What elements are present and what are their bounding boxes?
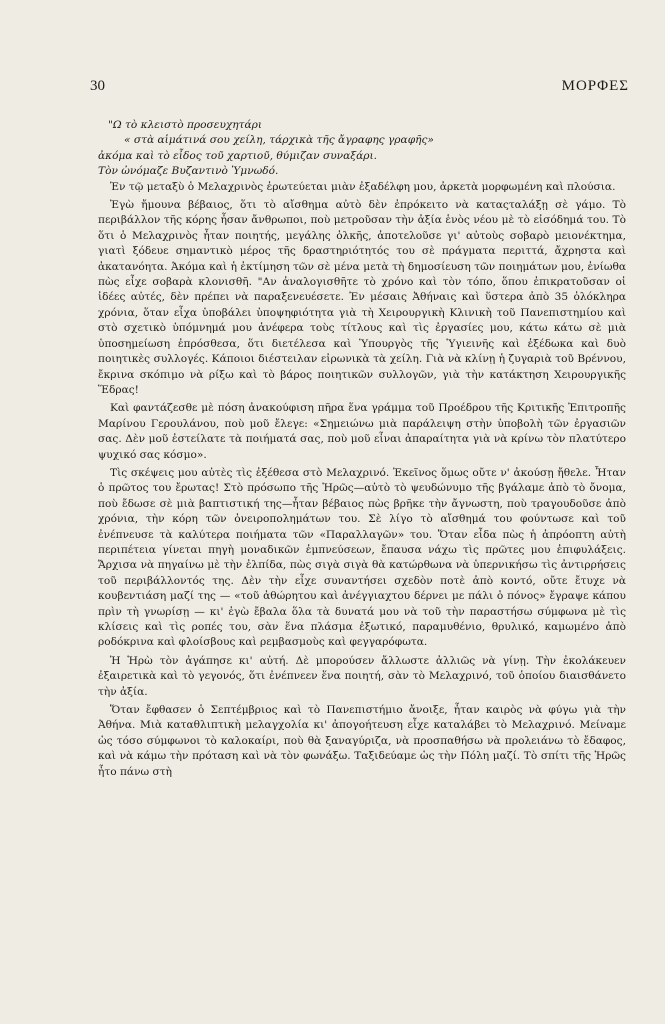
paragraph: Καὶ φαντάζεσθε μὲ πόση ἀνακούφιση πῆρα ἕνα γράμμα τοῦ Προέδρου τῆς Κριτικῆς Ἐπιτροπῆς Μαρίνου Γερουλάνου, ποὺ μοῦ ἔλεγε: «Σημειώνω μιὰ παράλειψη στὴν ὑποβολὴ τῶν ἐργασιῶν σας. Δὲν μοῦ ἐστείλατε τὰ ποιήματά σας, ποὺ μοῦ εἶναι ἀπαραίτητα γιὰ νὰ κρίνω τὸν πλατύτερο ψυχικό σας κόσμο». [98,402,626,461]
page-header [90,78,629,98]
paragraph: Ἡ Ἡρὼ τὸν ἀγάπησε κι' αὐτή. Δὲ μπορούσεν ἄλλωστε ἀλλιῶς νὰ γίνῃ. Τὴν ἐκολάκευεν ἐξαιρετικὰ καὶ τὸ γεγονός, ὅτι ἐνέπνεεν ἕνα ποιητή, σὰν τὸ Μελαχρινό, τοῦ ὁποίου διαισθάνετο τὴν ἀξία. [98,654,626,698]
poem-line: "Ω τὸ κλειστὸ προσευχητάρι [108,119,263,131]
poem-quote [98,118,626,180]
paragraph: Ἐγὼ ἤμουνα βέβαιος, ὅτι τὸ αἴσθημα αὐτὸ δὲν ἐπρόκειτο νὰ καταςταλάξῃ σὲ γάμο. Τὸ περιβάλλον τῆς κόρης ἦσαν ἄνθρωποι, ποὺ μετροῦσαν τὴν ἀξία ἑνὸς νέου μὲ τὸ εἰσόδημά του. Τὸ ὅτι ὁ Μελαχρινὸς ἦταν ποιητής, μεγάλης ὁλκῆς, ἀποτελοῦσε γι' αὐτοὺς σοβαρὸ μειονέκτημα, γιατὶ ξόδευε σημαντικὸ μέρος τῆς δραστηριότητός του σὲ πράγματα περιττά, ἄχρηστα καὶ ἀκατανόητα. Ἀκόμα καὶ ἡ ἐκτίμηση τῶν σὲ μένα μετὰ τὴ δημοσίευση τῶν ποιημάτων μου, ἐνίωθα πὼς εἶχε σοβαρὰ κλονισθῆ. "Αν ἀναλογισθῆτε τὸ χρόνο καὶ τὸν τόπο, ὅπου ἐπικρατοῦσαν οἱ ἰδέες αὐτές, δὲν πρέπει νὰ παραξενευέσετε. Ἐν μέσαις Ἀθήναις καὶ ὕστερα ἀπὸ 35 ὁλόκληρα χρόνια, ὅταν εἶχα ὑποβάλει ὑποψηφιότητα γιὰ τὴ Χειρουργικὴ Κλινικὴ τοῦ Πανεπιστημίου καὶ στὸ σχετικὸ ὑπόμνημά μου ἀνέφερα τοὺς τίτλους καὶ τὶς ἐργασίες μου, κάτω κάτω σὲ μιὰ ὑποσημείωση ἐπρόσθεσα, ὅτι διετέλεσα καὶ Ὑπουργὸς τῆς Ὑγιεινῆς καὶ ἐξέδωκα καὶ δυὸ ποιητικὲς συλλογές. Κάποιοι διέστειλαν εἰρωνικὰ τὰ χείλη. Γιὰ νὰ κλίνῃ ἡ ζυγαριὰ τοῦ Βρέννου, ἔκρινα σκόπιμο νὰ ρίξω καὶ τὸ βάρος ποιητικῶν συλλογῶν, γιὰ τὴν κατάκτηση Χειρουργικῆς Ἕδρας! [98,199,626,396]
paragraph: Ἐν τῷ μεταξὺ ὁ Μελαχρινὸς ἐρωτεύεται μιὰν ἐξαδέλφη μου, ἀρκετὰ μορφωμένη καὶ πλούσια. [110,180,616,193]
page-number: 30 [90,78,105,94]
poem-line: Τὸν ὠνόμαζε Βυζαντινὸ Ὑμνωδό. [98,165,279,178]
article-body [98,118,626,780]
paragraph: Ὅταν ἔφθασεν ὁ Σεπτέμβριος καὶ τὸ Πανεπιστήμιο ἄνοιξε, ἦταν καιρὸς νὰ φύγω γιὰ τὴν Ἀθήνα. Μιὰ καταθλιπτικὴ μελαγχολία κι' ἀπογοήτευση εἶχε καταλάβει τὸ Μελαχρινό. Μείναμε ὡς τόσο σύμφωνοι τὸ καλοκαίρι, ποὺ θὰ ξαναγύριζα, νὰ προσπαθήσω νὰ προλειάνω τὸ ἔδαφος, καὶ νὰ κάμω τὴν πρόταση καὶ νὰ τὸν φωνάξω. Ταξιδεύαμε ὡς τὴν Πόλη μαζί. Τὸ σπίτι τῆς Ἡρῶς ἦτο πάνω στὴ [98,704,626,778]
poem-line: ἀκόμα καὶ τὸ εἶδος τοῦ χαρτιοῦ, θύμιζαν συναξάρι. [98,149,377,162]
paragraph: Τὶς σκέψεις μου αὐτὲς τὶς ἐξέθεσα στὸ Μελαχρινό. Ἐκεῖνος ὅμως οὔτε ν' ἀκούσῃ ἤθελε. Ἦταν ὁ πρῶτος του ἔρωτας! Στὸ πρόσωπο τῆς Ἡρῶς—αὐτὸ τὸ ψευδώνυμο τῆς βγάλαμε ἀπὸ τὸ ὄνομα, ποὺ ἔδωσε σὲ μιὰ βαπτιστική της—ἦταν βέβαιος πὼς βρῆκε τὴν ἄγνωστη, ποὺ τραγουδοῦσε ἀπὸ χρόνια, τὴν κόρη τῶν ὀνειροπολημάτων του. Σὲ λίγο τὸ αἴσθημά του φούντωσε καὶ τοῦ ἐνέπνευσε τὰ καλύτερα ποιήματα τῶν «Παραλλαγῶν» του. Ὅταν εἶδα πὼς ἡ ἀπρόοπτη αὐτὴ περιπέτεια γίνεται πηγὴ μοναδικῶν ἐμπνεύσεων, ἔπαυσα νάχω τὶς πρῶτες μου ἐπιφυλάξεις. Ἄρχισα νὰ πηγαίνω μὲ τὴν ἐλπίδα, πὼς σιγὰ σιγὰ θὰ κατώρθωνα νὰ ὑπερνικήσω τὶς ἀντιρρήσεις τοῦ περιβάλλοντός της. Δὲν τὴν εἶχε συναντήσει σχεδὸν ποτὲ ἀπὸ κοντό, οὔτε ἔτυχε νὰ κουβεντιάση μαζί της — «τοῦ ἀθώρητου καὶ ἀνέγγιαχτου δέρνει με πάλι ὁ πόνος» ἔγραψε κάπου πρὶν τὴ γνωρίσῃ — κι' ἐγὼ ἔβαλα ὅλα τὰ δυνατά μου νὰ τοῦ τὴν παραστήσω σύμφωνα μὲ τὶς κλίσεις καὶ τὶς ροπές του, σὰν ἕνα πλάσμα ἐξωτικό, παραμυθένιο, θρυλικό, καμωμένο ἀπὸ ροδόκρινα καὶ φλοίσβους καὶ ρεμβασμοὺς καὶ φεγγαρόφωτα. [98,466,626,649]
poem-line: « στὰ αἱμάτινά σου χείλη, τάρχικὰ τῆς ἄγραφης γραφῆς» [124,134,434,147]
journal-title: ΜΟΡΦΕΣ [561,78,629,94]
